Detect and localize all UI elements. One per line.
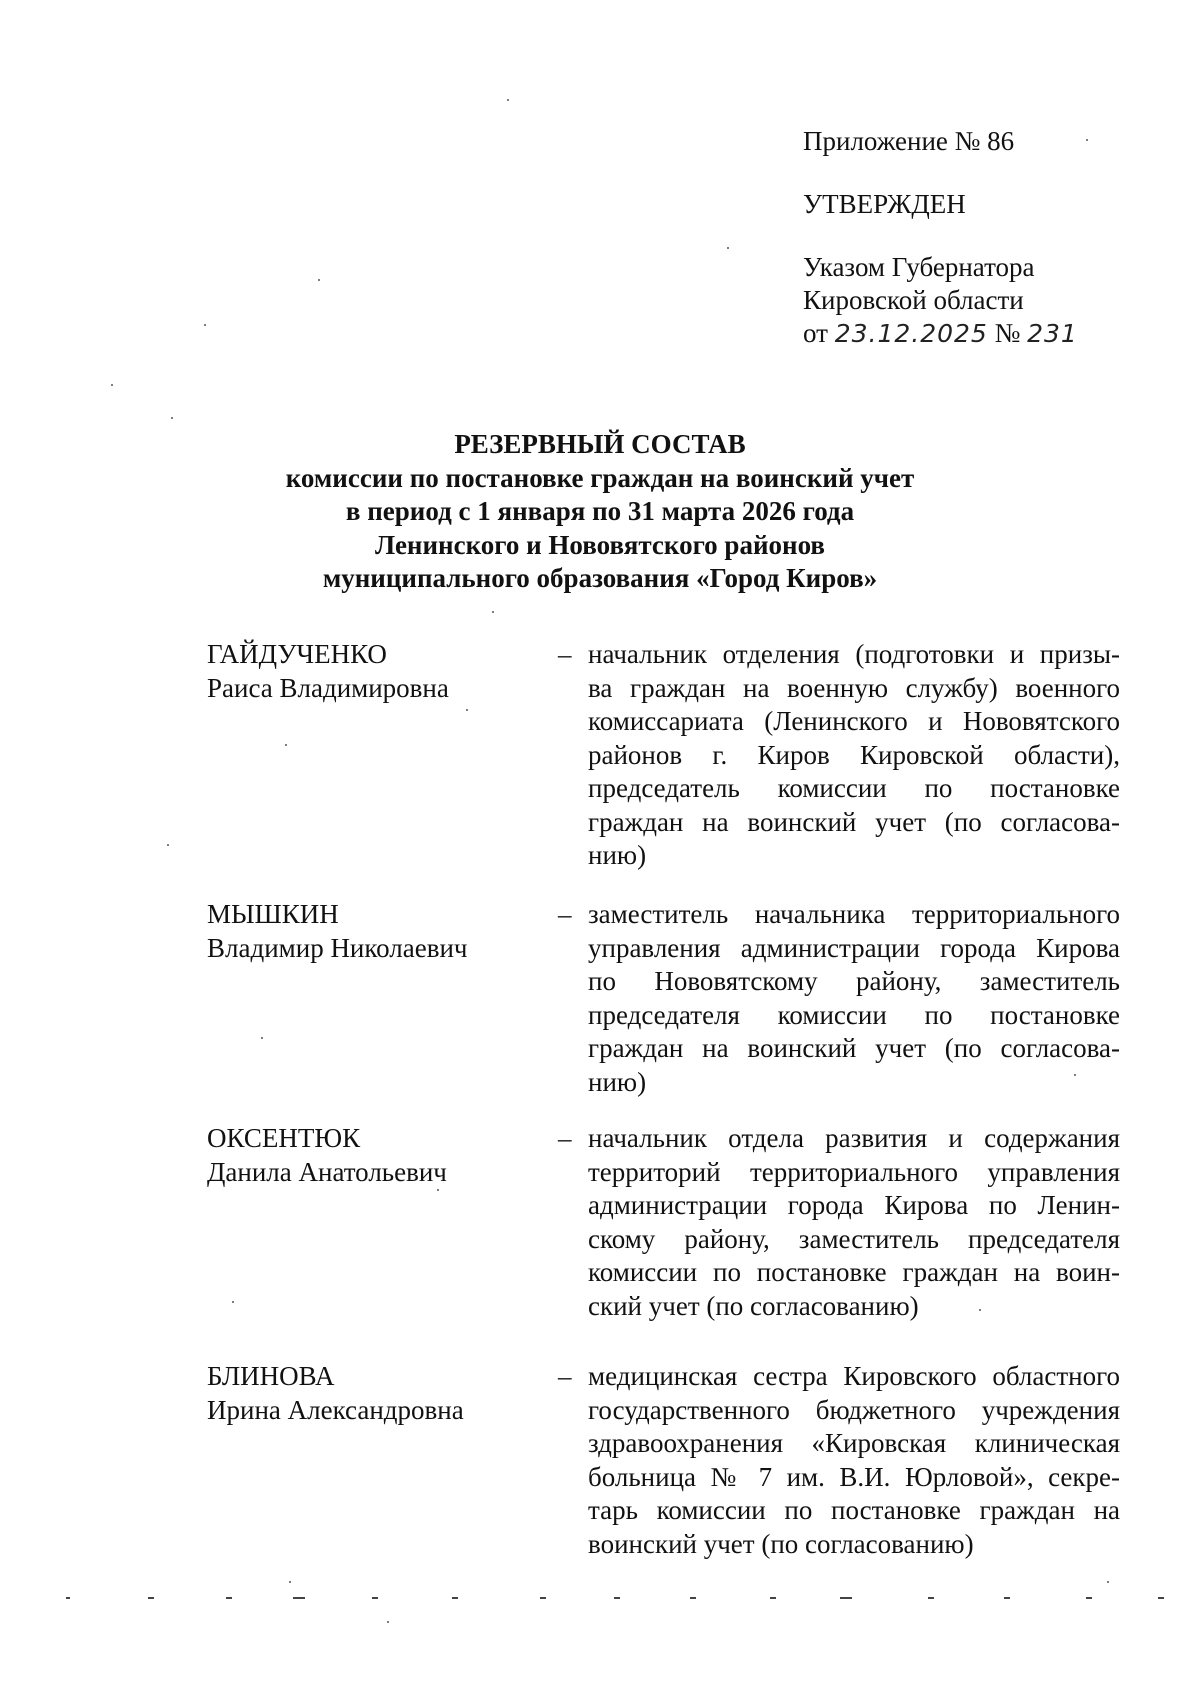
member-entry	[0, 1122, 1200, 1323]
member-name	[207, 1122, 527, 1189]
member-dash: –	[558, 899, 572, 929]
title-line-4: Ленинского и Нововятского районов	[375, 529, 825, 560]
member-role-line: ва граждан на военную службу) военного	[588, 672, 1120, 703]
member-entry	[0, 898, 1200, 1099]
member-dash: –	[558, 1123, 572, 1153]
member-given-name: Владимир Николаевич	[207, 932, 468, 963]
member-given-name: Данила Анатольевич	[207, 1156, 447, 1187]
member-role-line: председателя комиссии по постановке	[588, 999, 1120, 1030]
member-role-line: начальник отделения (подготовки и призы-	[588, 639, 1120, 669]
member-role-line: заместитель начальника территориального	[588, 899, 1120, 929]
member-role-line: нию)	[588, 840, 647, 870]
member-name	[207, 1360, 527, 1427]
member-role-line: медицинская сестра Кировского областного	[588, 1361, 1120, 1391]
member-entry	[0, 638, 1200, 873]
member-dash: –	[558, 1361, 572, 1391]
member-role-line: по Нововятскому району, заместитель	[588, 966, 1120, 996]
member-entry	[0, 1360, 1200, 1561]
member-role-line: скому району, заместитель председателя	[588, 1223, 1120, 1254]
member-surname: МЫШКИН	[207, 899, 339, 929]
decree-date-line	[803, 317, 1078, 350]
member-role-line: комиссии по постановке граждан на воин-	[588, 1257, 1120, 1287]
document-title	[0, 428, 1200, 596]
number-sign: №	[994, 318, 1021, 348]
member-surname: ОКСЕНТЮК	[207, 1123, 361, 1153]
title-line-2: комиссии по постановке граждан на воинский учет	[285, 462, 915, 493]
member-name	[207, 638, 527, 705]
member-role-line: ский учет (по согласованию)	[588, 1290, 919, 1321]
member-role	[588, 1122, 1120, 1323]
member-role-line: воинский учет (по согласованию)	[588, 1528, 974, 1559]
member-role-line: председатель комиссии по постановке	[588, 773, 1120, 803]
title-line-1: РЕЗЕРВНЫЙ СОСТАВ	[454, 429, 746, 459]
member-surname: БЛИНОВА	[207, 1361, 335, 1391]
member-role-line: нию)	[588, 1066, 647, 1097]
member-role-line: управления администрации города Кирова	[588, 932, 1120, 963]
title-line-3: в период с 1 января по 31 марта 2026 года	[345, 496, 855, 526]
member-role-line: начальник отдела развития и содержания	[588, 1123, 1120, 1153]
member-role-line: администрации города Кирова по Ленин-	[588, 1190, 1120, 1220]
decree-line-1: Указом Губернатора	[803, 252, 1035, 282]
decree-line-2: Кировской области	[803, 285, 1024, 315]
handwritten-number: 231	[1027, 319, 1078, 348]
member-role-line: тарь комиссии по постановке граждан на	[588, 1495, 1120, 1525]
member-role-line: граждан на воинский учет (по согласова-	[588, 1033, 1120, 1063]
member-name	[207, 898, 527, 965]
member-role	[588, 1360, 1120, 1561]
member-given-name: Ирина Александровна	[207, 1394, 464, 1425]
handwritten-date: 23.12.2025	[834, 319, 988, 348]
member-role-line: государственного бюджетного учреждения	[588, 1394, 1120, 1425]
approval-block	[803, 125, 1078, 350]
title-line-5: муниципального образования «Город Киров»	[322, 563, 878, 593]
member-role-line: граждан на воинский учет (по согласова-	[588, 806, 1120, 837]
member-role-line: территорий территориального управления	[588, 1156, 1120, 1187]
member-role	[588, 898, 1120, 1099]
member-role-line: больница № 7 им. В.И. Юрловой», секре-	[588, 1461, 1120, 1492]
member-given-name: Раиса Владимировна	[207, 672, 449, 703]
member-role-line: комиссариата (Ленинского и Нововятского	[588, 706, 1120, 736]
member-role-line: здравоохранения «Кировская клиническая	[588, 1428, 1120, 1458]
member-role-line: районов г. Киров Кировской области),	[588, 739, 1120, 770]
member-role	[588, 638, 1120, 873]
date-prefix: от	[803, 318, 828, 348]
member-surname: ГАЙДУЧЕНКО	[207, 639, 387, 669]
appendix-number: Приложение № 86	[803, 126, 1015, 156]
member-dash: –	[558, 639, 572, 669]
approved-label: УТВЕРЖДЕН	[803, 189, 966, 219]
